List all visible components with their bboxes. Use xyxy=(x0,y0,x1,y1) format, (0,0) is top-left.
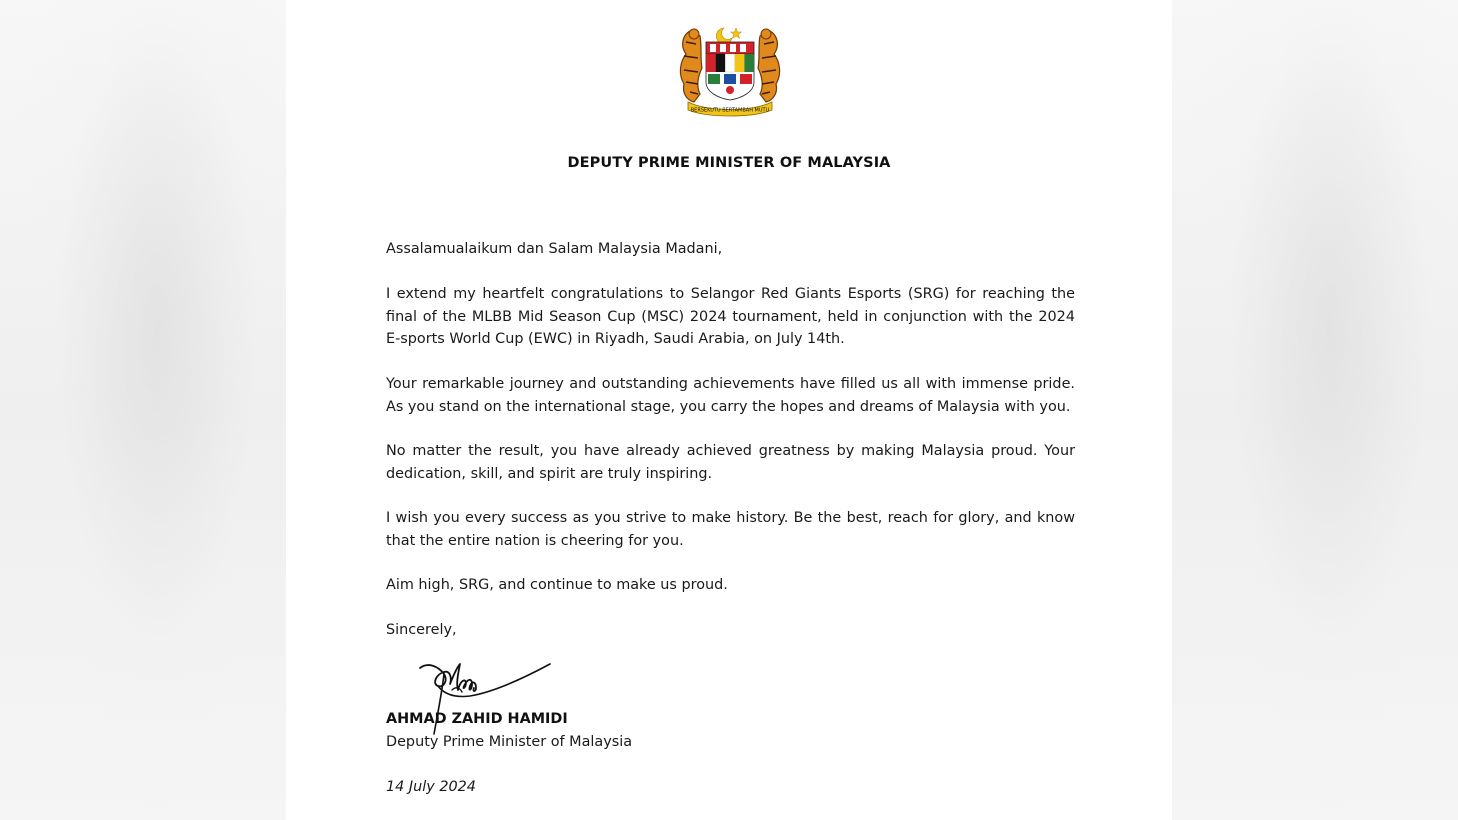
closing: Sincerely, xyxy=(386,622,457,638)
letter-date: 14 July 2024 xyxy=(386,779,476,795)
paragraph-pride: Your remarkable journey and outstanding achievements have filled us all with immense pride. As you stand on the international stage, you carry the hopes and dreams of Malaysia with you. xyxy=(386,376,1075,415)
paragraph-aim-high: Aim high, SRG, and continue to make us proud. xyxy=(386,577,728,593)
left-tiger-icon xyxy=(680,29,702,102)
letter-page xyxy=(286,0,1172,820)
paragraph-success: I wish you every success as you strive to make history. Be the best, reach for glory, and know that the entire nation is cheering for you. xyxy=(386,510,1075,549)
right-tiger-icon xyxy=(758,29,780,102)
paragraph-congratulations: I extend my heartfelt congratulations to Selangor Red Giants Esports (SRG) for reaching the final of the MLBB Mid Season Cup (MSC) 2024 tournament, held in conjunction with the 2024 E-sports World Cup (EWC) in Riyadh, Saudi Arabia, on July 14th. xyxy=(386,286,1075,347)
coat-of-arms-icon xyxy=(672,22,788,118)
signatory-name: AHMAD ZAHID HAMIDI xyxy=(386,711,568,727)
blurred-background-right xyxy=(1172,0,1458,820)
salutation: Assalamualaikum dan Salam Malaysia Madani, xyxy=(386,241,723,257)
shield-icon xyxy=(706,42,754,100)
blurred-background-left xyxy=(0,0,286,820)
signatory-title: Deputy Prime Minister of Malaysia xyxy=(386,734,633,750)
svg-text:BERSEKUTU BERTAMBAH MUTU: BERSEKUTU BERTAMBAH MUTU xyxy=(690,107,770,114)
letter-heading: DEPUTY PRIME MINISTER OF MALAYSIA xyxy=(567,155,891,171)
paragraph-greatness: No matter the result, you have already achieved greatness by making Malaysia proud. Your dedication, skill, and spirit are truly inspiring. xyxy=(386,443,1075,482)
